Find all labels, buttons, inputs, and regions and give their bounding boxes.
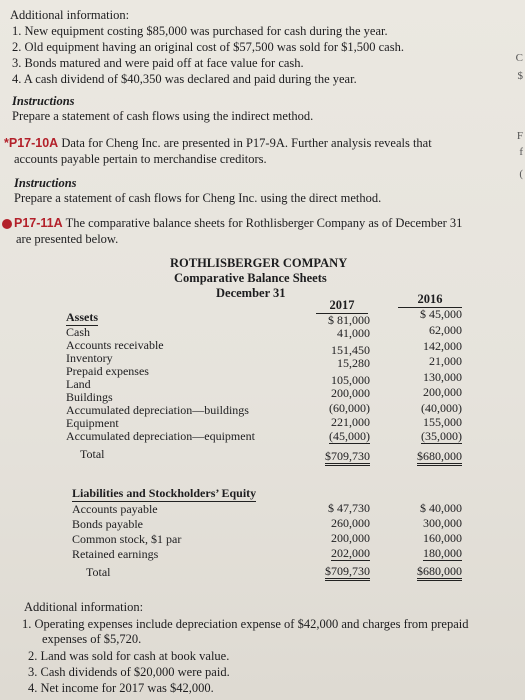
liabilities-total-2017: $709,730 bbox=[325, 565, 370, 581]
asset-label: Land bbox=[66, 377, 91, 391]
top-additional-item-2: 2. Old equipment having an original cost of $57,500 was sold for $1,500 cash. bbox=[12, 40, 404, 54]
asset-value-2016: (35,000) bbox=[421, 429, 462, 443]
asset-value-2016: (40,000) bbox=[421, 401, 462, 415]
top-additional-heading: Additional information: bbox=[10, 8, 130, 22]
top-additional-item-3: 3. Bonds matured and were paid off at face value for cash. bbox=[12, 56, 304, 70]
instructions-heading-2: Instructions bbox=[14, 176, 77, 190]
bottom-additional-heading: Additional information: bbox=[24, 600, 144, 614]
liability-value-2017: $ 47,730 bbox=[328, 501, 370, 515]
asset-label: Buildings bbox=[66, 390, 113, 404]
liability-value-2016: $ 40,000 bbox=[420, 501, 462, 515]
right-edge-char: $ bbox=[517, 70, 523, 82]
statement-date: December 31 bbox=[216, 286, 286, 300]
liability-label: Accounts payable bbox=[72, 502, 158, 516]
asset-label: Accumulated depreciation—buildings bbox=[66, 403, 249, 417]
statement-title: Comparative Balance Sheets bbox=[174, 271, 327, 285]
asset-value-2017: 151,450 bbox=[331, 343, 370, 357]
asset-value-2017: 15,280 bbox=[337, 356, 370, 370]
right-edge-char: F bbox=[516, 130, 523, 142]
right-edge-char: C bbox=[515, 52, 523, 64]
liability-value-2016: 160,000 bbox=[423, 531, 462, 545]
asset-value-2016: 142,000 bbox=[423, 339, 462, 353]
asset-value-2017: 200,000 bbox=[331, 386, 370, 400]
assets-total-2017: $709,730 bbox=[325, 450, 370, 466]
problem-label-17-11a: P17-11A bbox=[14, 216, 63, 230]
liability-value-2016: 300,000 bbox=[423, 516, 462, 530]
liability-value-2017: 202,000 bbox=[331, 546, 370, 560]
asset-value-2016: 130,000 bbox=[423, 370, 462, 384]
asset-value-2017: 105,000 bbox=[331, 373, 370, 387]
top-additional-item-1: 1. New equipment costing $85,000 was purchased for cash during the year. bbox=[12, 24, 388, 38]
asset-value-2017: (45,000) bbox=[329, 429, 370, 443]
asset-value-2017: 221,000 bbox=[331, 415, 370, 429]
asset-label: Inventory bbox=[66, 351, 113, 365]
assets-heading: Assets bbox=[66, 310, 98, 324]
instructions-heading-1: Instructions bbox=[12, 94, 75, 108]
asset-value-2016: 200,000 bbox=[423, 385, 462, 399]
asset-value-2016: 155,000 bbox=[423, 415, 462, 429]
assets-total-label: Total bbox=[80, 447, 105, 461]
assets-total-2016: $680,000 bbox=[417, 450, 462, 466]
instructions-text-1: Prepare a statement of cash flows using the indirect method. bbox=[12, 109, 314, 123]
problem-17-10a bbox=[4, 136, 432, 150]
liabilities-total-2016: $680,000 bbox=[417, 565, 462, 581]
asset-label: Equipment bbox=[66, 416, 119, 430]
column-header-2017: 2017 bbox=[316, 298, 368, 314]
column-header-2016: 2016 bbox=[398, 292, 462, 308]
company-name: ROTHLISBERGER COMPANY bbox=[170, 256, 348, 270]
bottom-additional-item-1-line2: expenses of $5,720. bbox=[42, 632, 142, 646]
right-edge-char: f bbox=[519, 146, 523, 158]
problem-text-17-11a-line1: The comparative balance sheets for Rothlisberger Company as of December 31 bbox=[65, 216, 463, 230]
liability-value-2017: 200,000 bbox=[331, 531, 370, 545]
problem-17-11a bbox=[14, 216, 462, 230]
liability-value-2017: 260,000 bbox=[331, 516, 370, 530]
instructions-text-2: Prepare a statement of cash flows for Cheng Inc. using the direct method. bbox=[14, 191, 382, 205]
asset-value-2016: 62,000 bbox=[429, 323, 462, 337]
bottom-additional-item-1-line1: 1. Operating expenses include depreciation expense of $42,000 and charges from prepaid bbox=[22, 617, 469, 631]
liabilities-total-label: Total bbox=[86, 565, 111, 579]
asset-value-2017: (60,000) bbox=[329, 401, 370, 415]
problem-text-17-11a-line2: are presented below. bbox=[16, 232, 119, 246]
problem-text-17-10a-line2: accounts payable pertain to merchandise creditors. bbox=[14, 152, 267, 166]
bottom-additional-item-2: 2. Land was sold for cash at book value. bbox=[28, 649, 230, 663]
liability-value-2016: 180,000 bbox=[423, 546, 462, 560]
problem-label-17-10a: *P17-10A bbox=[4, 136, 59, 150]
bottom-additional-item-4: 4. Net income for 2017 was $42,000. bbox=[28, 681, 214, 695]
asset-label: Accounts receivable bbox=[66, 338, 164, 352]
top-additional-item-4: 4. A cash dividend of $40,350 was declared and paid during the year. bbox=[12, 72, 357, 86]
asset-value-2017: $ 81,000 bbox=[328, 313, 370, 327]
problem-marker-icon bbox=[2, 219, 12, 229]
liability-label: Common stock, $1 par bbox=[72, 532, 182, 546]
asset-value-2016: $ 45,000 bbox=[420, 307, 462, 321]
asset-label: Accumulated depreciation—equipment bbox=[66, 429, 255, 443]
liability-label: Bonds payable bbox=[72, 517, 143, 531]
bottom-additional-item-3: 3. Cash dividends of $20,000 were paid. bbox=[28, 665, 230, 679]
right-edge-char: ( bbox=[519, 168, 523, 180]
asset-value-2016: 21,000 bbox=[429, 354, 462, 368]
liability-label: Retained earnings bbox=[72, 547, 159, 561]
problem-text-17-10a-line1: Data for Cheng Inc. are presented in P17-9A. Further analysis reveals that bbox=[61, 136, 432, 150]
asset-label: Prepaid expenses bbox=[66, 364, 149, 378]
liabilities-heading: Liabilities and Stockholders’ Equity bbox=[72, 486, 257, 500]
asset-value-2017: 41,000 bbox=[337, 326, 370, 340]
asset-label: Cash bbox=[66, 325, 90, 339]
